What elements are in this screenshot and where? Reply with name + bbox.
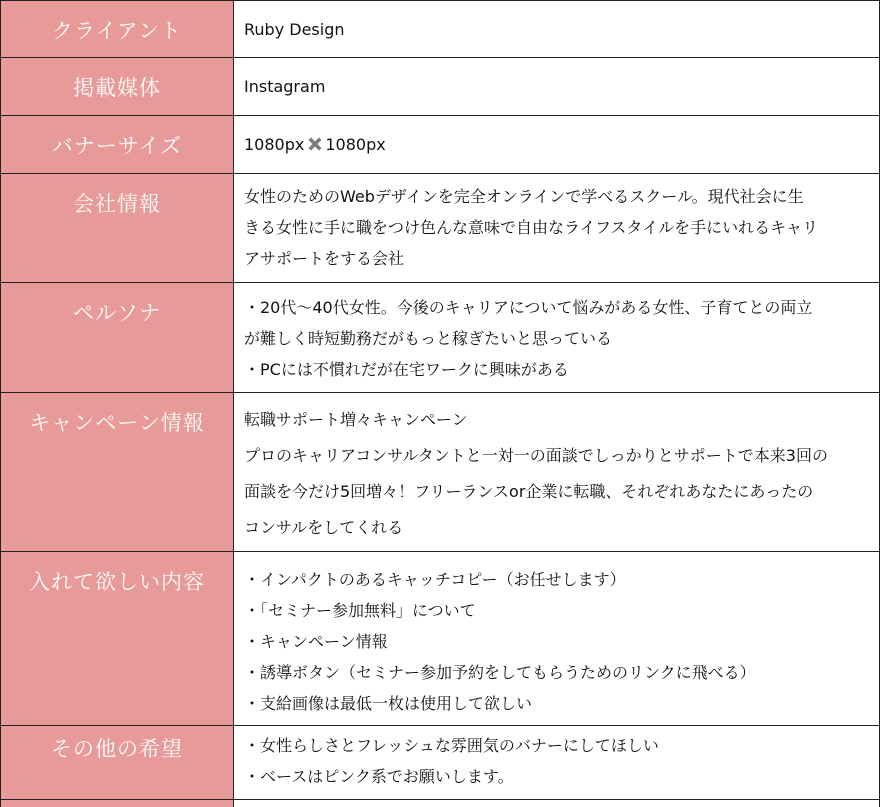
label-client: クライアント (52, 19, 182, 43)
value-cell-client (234, 1, 880, 58)
label-company-info: 会社情報 (73, 192, 161, 216)
label-persona: ペルソナ (73, 301, 161, 325)
row-content-requests (1, 552, 880, 726)
label-media: 掲載媒体 (73, 76, 161, 100)
label-cell-campaign-info (1, 393, 234, 552)
media-name: Instagram (244, 77, 326, 96)
banner-width: 1080px (244, 135, 305, 154)
label-empty (1, 800, 233, 807)
label-cell-other-wishes (1, 726, 234, 800)
label-cell-media (1, 58, 234, 116)
label-campaign-info: キャンペーン情報 (29, 411, 205, 435)
company-info-line: アサポートをする会社 (244, 249, 405, 268)
campaign-title: 転職サポート増々キャンペーン (244, 410, 468, 429)
label-cell-content-requests (1, 552, 234, 726)
content-request-item: ・支給画像は最低一枚は使用して欲しい (244, 694, 533, 713)
value-cell-content-requests (234, 552, 880, 726)
value-cell-banner-size (234, 116, 880, 174)
other-wish-item: ・女性らしさとフレッシュな雰囲気のバナーにしてほしい (244, 736, 659, 755)
label-cell-banner-size (1, 116, 234, 174)
label-content-requests: 入れて欲しい内容 (29, 570, 205, 594)
label-cell-persona (1, 283, 234, 393)
banner-height: 1080px (325, 135, 386, 154)
value-cell-other-wishes (234, 726, 880, 800)
content-request-item: ・「セミナー参加無料」について (244, 601, 476, 620)
cross-mark-icon (306, 135, 324, 153)
client-name: Ruby Design (244, 20, 345, 39)
label-cell-client (1, 1, 234, 58)
row-persona (1, 283, 880, 393)
content-request-item: ・誘導ボタン（セミナー参加予約をしてもらうためのリンクに飛べる） (244, 663, 756, 682)
campaign-line: 面談を今だけ5回増々！フリーランスor企業に転職、それぞれあなたにあったの (244, 482, 814, 501)
company-info-line: きる女性に手に職をつけ色んな意味で自由なライフスタイルを手にいれるキャリ (244, 218, 819, 237)
row-campaign-info (1, 393, 880, 552)
persona-line: ・20代〜40代女性。今後のキャリアについて悩みがある女性、子育てとの両立 (244, 298, 813, 317)
content-request-item: ・キャンペーン情報 (244, 632, 388, 651)
persona-line: ・PCには不慣れだが在宅ワークに興味がある (244, 360, 569, 379)
label-cell-empty (1, 800, 234, 807)
value-cell-empty (234, 800, 880, 807)
campaign-line: コンサルをしてくれる (244, 518, 404, 537)
label-cell-company-info (1, 174, 234, 283)
value-cell-persona (234, 283, 880, 393)
row-media (1, 58, 880, 116)
value-cell-company-info (234, 174, 880, 283)
company-info-line: 女性のためのWebデザインを完全オンラインで学べるスクール。現代社会に生 (244, 187, 804, 206)
other-wish-item: ・ベースはピンク系でお願いします。 (244, 767, 514, 786)
value-cell-campaign-info (234, 393, 880, 552)
value-cell-media (234, 58, 880, 116)
label-other-wishes: その他の希望 (51, 737, 183, 761)
row-empty (1, 800, 880, 807)
campaign-line: プロのキャリアコンサルタントと一対一の面談でしっかりとサポートで本来3回の (244, 446, 828, 465)
content-request-item: ・インパクトのあるキャッチコピー（お任せします） (244, 570, 626, 589)
row-banner-size (1, 116, 880, 174)
persona-line: が難しく時短勤務だがもっと稼ぎたいと思っている (244, 329, 613, 348)
row-other-wishes (1, 726, 880, 800)
row-company-info (1, 174, 880, 283)
row-client (1, 1, 880, 58)
banner-size-value (244, 129, 869, 160)
label-banner-size: バナーサイズ (51, 134, 183, 158)
